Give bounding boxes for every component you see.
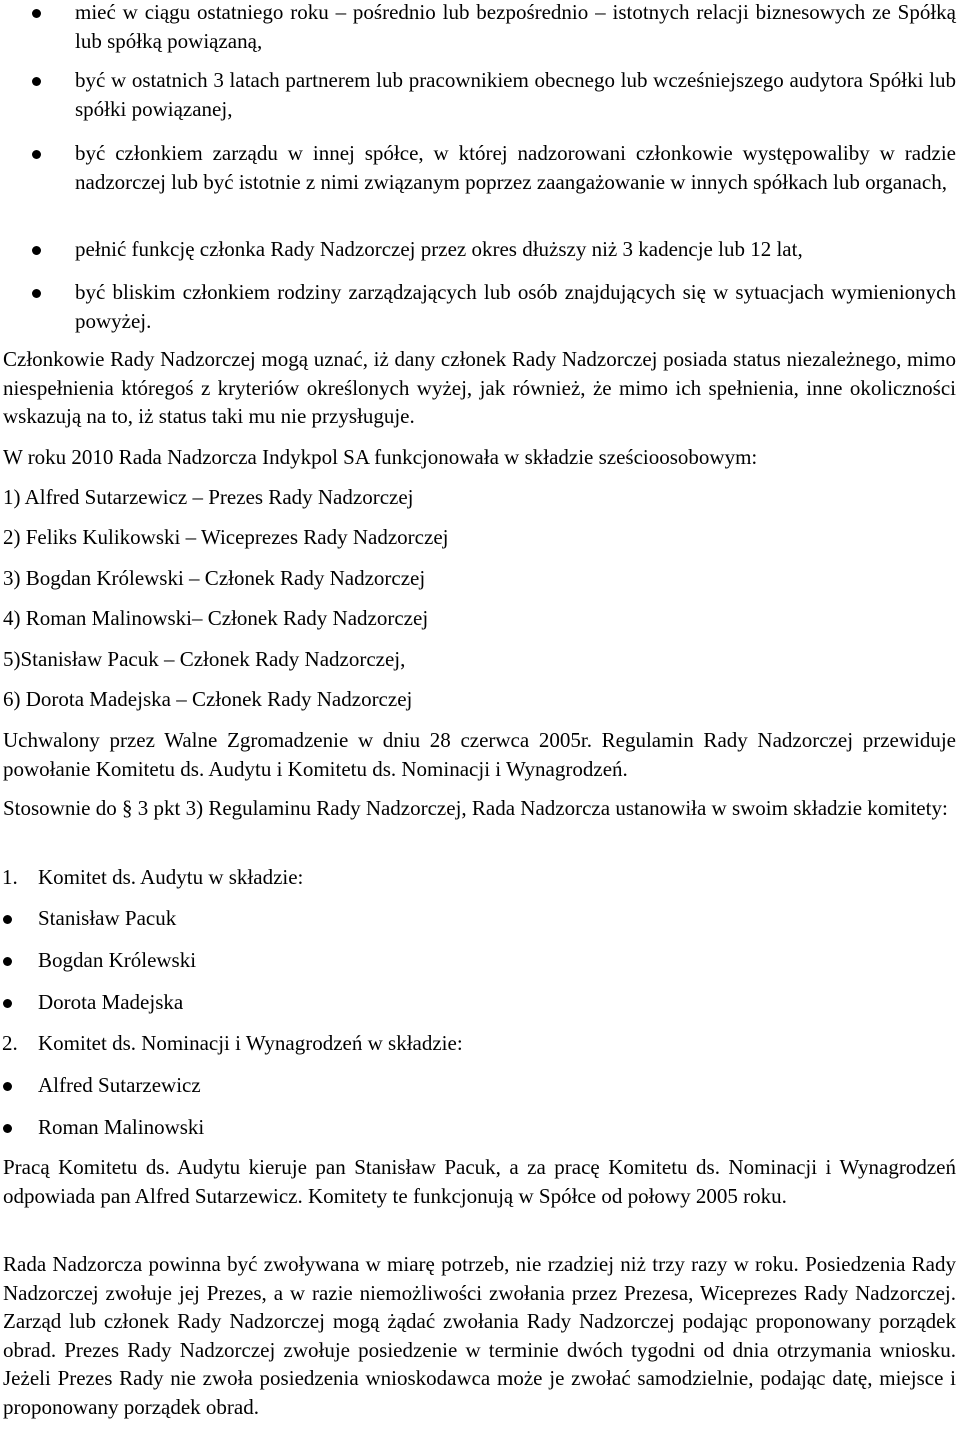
committee-number: 2. bbox=[2, 1031, 18, 1055]
committee-member-name: Bogdan Królewski bbox=[38, 948, 197, 972]
board-member: 2) Feliks Kulikowski – Wiceprezes Rady Nadzorczej bbox=[3, 525, 449, 549]
board-member: 1) Alfred Sutarzewicz – Prezes Rady Nadzorczej bbox=[3, 485, 414, 509]
board-member: 6) Dorota Madejska – Członek Rady Nadzorczej bbox=[3, 687, 413, 711]
committee-title: Komitet ds. Nominacji i Wynagrodzeń w składzie: bbox=[38, 1031, 463, 1055]
bullet-icon bbox=[3, 915, 12, 924]
committee-member-name: Alfred Sutarzewicz bbox=[38, 1073, 201, 1097]
board-member: 4) Roman Malinowski– Członek Rady Nadzorczej bbox=[3, 606, 429, 630]
independence-paragraph: Członkowie Rady Nadzorczej mogą uznać, iż dany członek Rady Nadzorczej posiada status niezależnego, mimo niespełnienia któregoś z kryteriów określonych wyżej, jak również, że mimo ich spełnienia, inne okoliczności wskazują na to, iż status taki mu nie przysługuje. bbox=[3, 347, 956, 428]
bullet-icon bbox=[32, 9, 41, 18]
bullet-icon bbox=[32, 246, 41, 255]
bullet-icon bbox=[3, 999, 12, 1008]
meetings-paragraph: Rada Nadzorcza powinna być zwoływana w miarę potrzeb, nie rzadziej niż trzy razy w roku. Posiedzenia Rady Nadzorczej zwołuje jej Prezes, a w razie niemożliwości zwołania przez Prezesa, Wiceprezes Rady Nadzorczej. Zarząd lub członek Rady Nadzorczej mogą żądać zwołania Rady Nadzorczej podając proponowany porządek obrad. Prezes Rady Nadzorczej zwołuje posiedzenie w terminie dwóch tygodni od dnia otrzymania wniosku. Jeżeli Prezes Rady nie zwoła posiedzenia wnioskodawca może je zwołać samodzielnie, podając datę, miejsce i proponowany porządek obrad. bbox=[3, 1252, 956, 1419]
committee-heading bbox=[0, 863, 600, 893]
bullet-icon bbox=[32, 150, 41, 159]
committee-title: Komitet ds. Audytu w składzie: bbox=[38, 865, 304, 889]
bullet-icon bbox=[3, 1124, 12, 1133]
committees-intro: Stosownie do § 3 pkt 3) Regulaminu Rady Nadzorczej, Rada Nadzorcza ustanowiła w swoim składzie komitety: bbox=[3, 796, 948, 820]
composition-intro: W roku 2010 Rada Nadzorcza Indykpol SA funkcjonowała w składzie sześcioosobowym: bbox=[3, 445, 758, 469]
criteria-bullet-text: być członkiem zarządu w innej spółce, w której nadzorowani członkowie występowaliby w radzie nadzorczej lub być istotnie z nimi związanym poprzez zaangażowanie w innych spółkach lub organach, bbox=[75, 141, 956, 194]
bullet-icon bbox=[32, 289, 41, 298]
committee-member-name: Roman Malinowski bbox=[38, 1115, 205, 1139]
bullet-icon bbox=[3, 1082, 12, 1091]
board-member: 3) Bogdan Królewski – Członek Rady Nadzorczej bbox=[3, 566, 426, 590]
criteria-bullet-text: być bliskim członkiem rodziny zarządzających lub osób znajdujących się w sytuacjach wymienionych powyżej. bbox=[75, 280, 956, 333]
regulations-paragraph: Uchwalony przez Walne Zgromadzenie w dniu 28 czerwca 2005r. Regulamin Rady Nadzorczej przewiduje powołanie Komitetu ds. Audytu i Komitetu ds. Nominacji i Wynagrodzeń. bbox=[3, 728, 956, 781]
criteria-bullet-text: mieć w ciągu ostatniego roku – pośrednio lub bezpośrednio – istotnych relacji biznesowych ze Spółką lub spółką powiązaną, bbox=[75, 0, 956, 53]
bullet-icon bbox=[3, 957, 12, 966]
committee-leads-paragraph: Pracą Komitetu ds. Audytu kieruje pan Stanisław Pacuk, a za pracę Komitetu ds. Nominacji i Wynagrodzeń odpowiada pan Alfred Sutarzewicz. Komitety te funkcjonują w Spółce od połowy 2005 roku. bbox=[3, 1155, 956, 1208]
board-member: 5)Stanisław Pacuk – Członek Rady Nadzorczej, bbox=[3, 647, 406, 671]
criteria-bullet-text: pełnić funkcję członka Rady Nadzorczej przez okres dłuższy niż 3 kadencje lub 12 lat, bbox=[75, 237, 803, 261]
committee-member-name: Stanisław Pacuk bbox=[38, 906, 177, 930]
bullet-icon bbox=[32, 77, 41, 86]
committee-heading bbox=[0, 1029, 700, 1059]
criteria-bullet-text: być w ostatnich 3 latach partnerem lub pracownikiem obecnego lub wcześniejszego audytora Spółki lub spółki powiązanej, bbox=[75, 68, 956, 121]
committee-number: 1. bbox=[2, 865, 18, 889]
committee-member-name: Dorota Madejska bbox=[38, 990, 184, 1014]
